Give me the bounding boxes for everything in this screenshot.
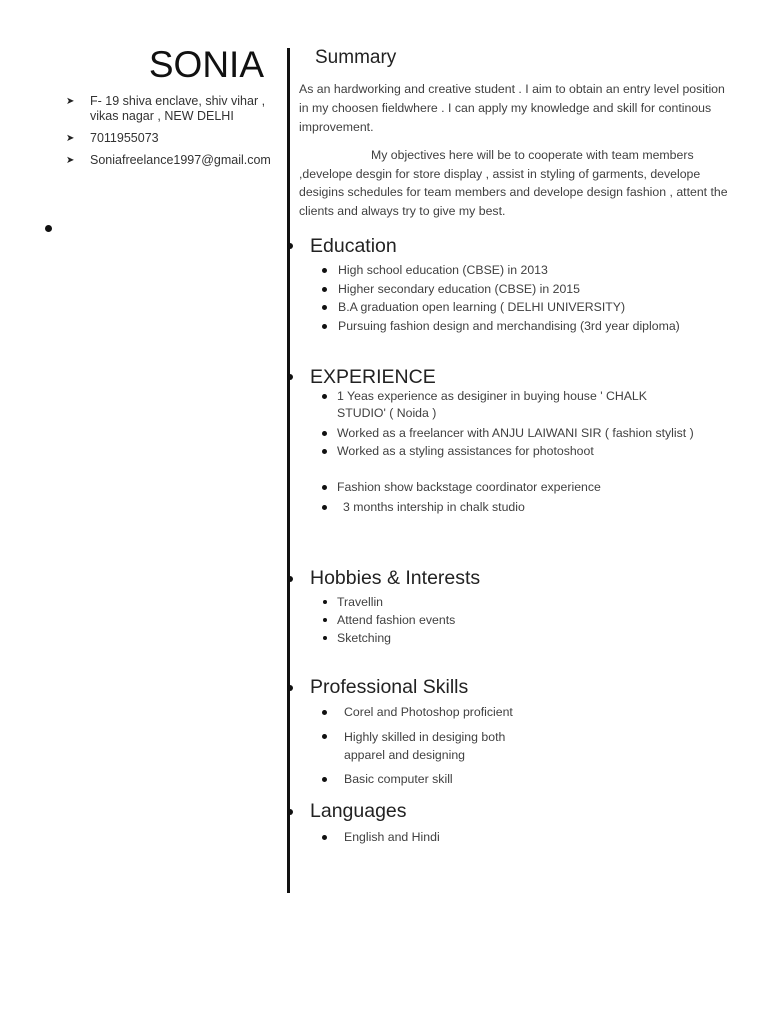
list-item: Travellin: [337, 594, 717, 612]
languages-heading: Languages: [310, 800, 407, 822]
list-item: Corel and Photoshop proficient: [344, 704, 544, 728]
arrow-bullet-icon: ➤: [66, 133, 75, 144]
experience-heading: EXPERIENCE: [310, 366, 436, 388]
list-item: Basic computer skill: [344, 771, 544, 789]
objectives-paragraph: [299, 146, 729, 220]
section-bullet-icon: [287, 685, 293, 691]
contact-address: [66, 94, 286, 124]
contact-address-text: F- 19 shiva enclave, shiv vihar , vikas nagar , NEW DELHI: [90, 94, 266, 123]
bullet-dot-icon: [322, 305, 327, 310]
bullet-dot-icon: [322, 268, 327, 273]
contact-list: [66, 94, 286, 175]
bullet-dot-icon: [322, 734, 327, 739]
list-item: Attend fashion events: [337, 612, 717, 630]
list-item: Worked as a styling assistances for photoshoot: [337, 443, 727, 479]
bullet-dot-icon: [322, 710, 327, 715]
bullet-dot-icon: [322, 485, 327, 490]
bullet-dot-icon: [322, 394, 327, 399]
list-item: Fashion show backstage coordinator experience: [337, 479, 727, 499]
list-item: High school education (CBSE) in 2013: [338, 262, 738, 281]
list-item: 1 Yeas experience as desiginer in buying house ' CHALK STUDIO' ( Noida ): [337, 388, 727, 425]
summary-heading: Summary: [315, 47, 397, 68]
list-item: B.A graduation open learning ( DELHI UNIVERSITY): [338, 299, 738, 318]
section-bullet-icon: [287, 809, 293, 815]
list-item: Sketching: [337, 630, 717, 648]
hobbies-list: [337, 594, 717, 648]
bullet-dot-icon: [323, 636, 327, 640]
bullet-dot-icon: [323, 600, 327, 604]
summary-paragraph: As an hardworking and creative student . I aim to obtain an entry level position in my choosen fieldwhere . I can apply my knowledge and skill for continous improvement.: [299, 82, 725, 134]
contact-phone: [66, 131, 286, 146]
bullet-dot-icon: [322, 505, 327, 510]
list-item: 3 months intership in chalk studio: [337, 499, 727, 517]
arrow-bullet-icon: ➤: [66, 96, 75, 107]
objectives-text: My objectives here will be to cooperate with team members ,develope desgin for store display , assist in styling of garments, develope desigins schedules for team members and develope design fashion , attent the clients and always try to give my best.: [299, 148, 728, 218]
contact-phone-text: 7011955073: [90, 131, 159, 145]
bullet-dot-icon: [322, 777, 327, 782]
column-divider: [287, 48, 290, 893]
education-list: [338, 262, 738, 336]
bullet-dot-icon: [322, 449, 327, 454]
candidate-name: SONIA: [148, 44, 264, 85]
experience-list: [337, 388, 727, 517]
contact-email-text: Soniafreelance1997@gmail.com: [90, 153, 271, 167]
bullet-dot-icon: [322, 324, 327, 329]
hobbies-heading: Hobbies & Interests: [310, 567, 481, 589]
list-item: Worked as a freelancer with ANJU LAIWANI SIR ( fashion stylist ): [337, 425, 727, 443]
arrow-bullet-icon: ➤: [66, 155, 75, 166]
list-item: Pursuing fashion design and merchandising (3rd year diploma): [338, 318, 738, 337]
section-bullet-icon: [287, 576, 293, 582]
section-bullet-icon: [287, 243, 293, 249]
contact-email: [66, 153, 286, 168]
education-heading: Education: [310, 235, 397, 257]
list-item: Higher secondary education (CBSE) in 2015: [338, 281, 738, 300]
skills-heading: Professional Skills: [310, 676, 469, 698]
section-bullet-icon: [287, 374, 293, 380]
bullet-dot-icon: [323, 618, 327, 622]
bullet-dot-icon: [322, 287, 327, 292]
languages-list: [344, 829, 544, 847]
list-item: English and Hindi: [344, 829, 544, 847]
bullet-dot-icon: [45, 225, 52, 232]
list-item: Highly skilled in desiging both apparel and designing: [344, 728, 544, 771]
bullet-dot-icon: [322, 835, 327, 840]
skills-list: [344, 704, 544, 789]
bullet-dot-icon: [322, 431, 327, 436]
